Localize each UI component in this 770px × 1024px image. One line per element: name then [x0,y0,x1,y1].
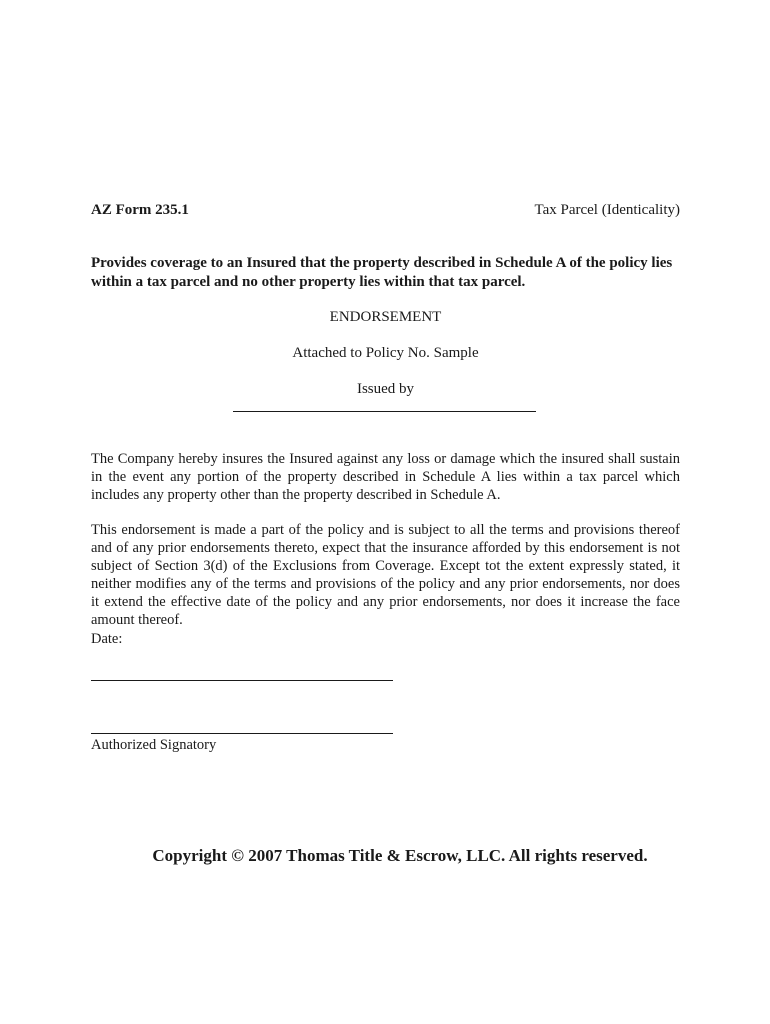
date-label: Date: [91,631,123,647]
date-line [91,680,393,681]
form-header [91,200,680,220]
issuer-signature-line [233,411,536,412]
copyright-notice: Copyright © 2007 Thomas Title & Escrow, LLC. All rights reserved. [152,846,648,865]
insuring-paragraph: The Company hereby insures the Insured against any loss or damage which the insured shall sustain in the event any portion of the property described in Schedule A lies within a tax parcel which includes any property other than the property described in Schedule A. [91,451,680,503]
issued-by-label: Issued by [356,381,415,397]
endorsement-title: ENDORSEMENT [329,309,442,325]
terms-paragraph: This endorsement is made a part of the policy and is subject to all the terms and provisions thereof and of any prior endorsements thereto, expect that the insurance afforded by this endorsement is not subject of Section 3(d) of the Exclusions from Coverage. Except tot the extent expressly stated, it neither modifies any of the terms and provisions of the policy and any prior endorsements, nor does it extend the effective date of the policy and any prior endorsements, nor does it increase the face amount thereof. [91,522,680,628]
form-id: AZ Form 235.1 [91,202,189,218]
attached-to-policy: Attached to Policy No. Sample [292,345,479,361]
authorized-signatory-label: Authorized Signatory [91,737,217,753]
coverage-statement: Provides coverage to an Insured that the property described in Schedule A of the policy lies within a tax parcel and no other property lies within that tax parcel. [91,255,673,290]
form-title: Tax Parcel (Identicality) [534,202,680,218]
signature-line [91,733,393,734]
